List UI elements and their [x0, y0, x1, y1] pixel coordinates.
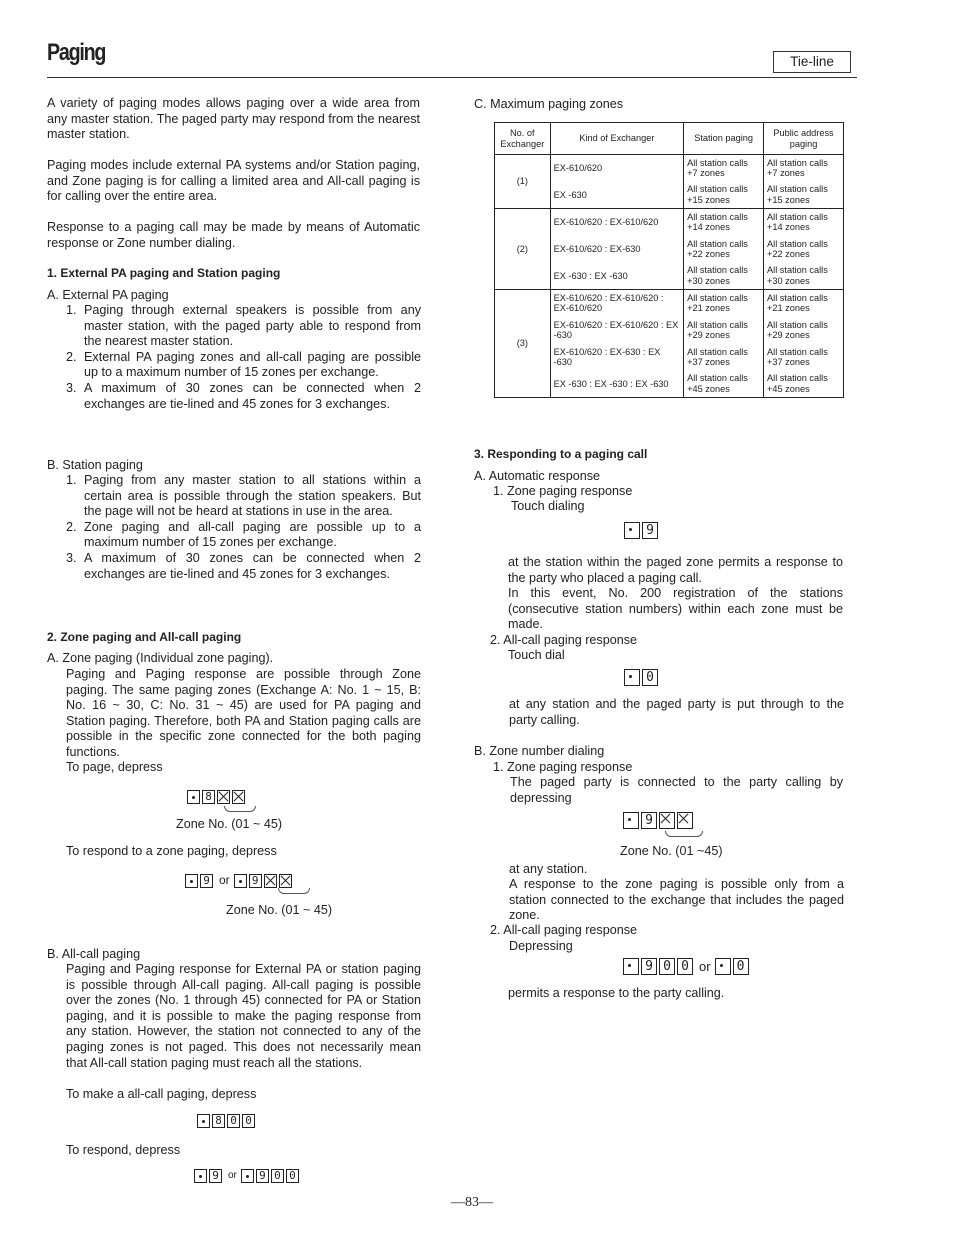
table-header: No. of Exchanger	[495, 123, 551, 155]
section-1a-heading: A. External PA paging	[47, 288, 169, 302]
allcall-respond-keys	[194, 1168, 301, 1184]
table-cell-station: All station calls +45 zones	[684, 371, 764, 398]
table-cell-kind: EX-610/620 : EX-610/620	[550, 209, 684, 236]
dot-key-icon	[715, 958, 731, 975]
key-9-icon: 9	[200, 874, 213, 888]
respond-zone-text: To respond to a zone paging, depress	[66, 844, 277, 858]
table-cell-station: All station calls +15 zones	[684, 182, 764, 209]
section-3a2-heading: 2. All-call paging response	[490, 633, 638, 647]
section-badge: Tie-line	[773, 51, 851, 73]
table-cell-pa: All station calls +14 zones	[764, 209, 844, 236]
dot-key-icon	[197, 1114, 210, 1128]
or-text: or	[228, 1170, 237, 1181]
section-c-heading: C. Maximum paging zones	[474, 97, 624, 111]
table-cell-kind: EX -630 : EX -630	[550, 263, 684, 290]
section-2b-text: Paging and Paging response for External PA or station paging is possible through All-call paging. All-call paging is possible over the zones (No. 1 through 45) connected for PA or Station paging, and it is possible to make the paging response from any station. However, the station not connected to any of the paging zones is not paged. This does not necessarily mean that All-call station paging must reach all the stations.	[66, 962, 421, 1070]
touch-dial-text: Touch dial	[508, 648, 565, 662]
x-key-icon	[217, 790, 230, 804]
header-rule	[47, 77, 857, 78]
table-cell-station: All station calls +30 zones	[684, 263, 764, 290]
dial-zone-keys	[623, 812, 695, 829]
table-cell-pa: All station calls +37 zones	[764, 344, 844, 371]
table-cell-kind: EX-610/620	[550, 155, 684, 182]
table-cell-station: All station calls +29 zones	[684, 317, 764, 344]
table-cell-no: (2)	[495, 209, 551, 290]
zone-respond-keys	[185, 873, 294, 889]
key-9-icon: 9	[642, 522, 658, 539]
section-2b-heading: B. All-call paging	[47, 947, 141, 961]
table-cell-station: All station calls +21 zones	[684, 290, 764, 317]
respond-allcall-text: To respond, depress	[66, 1143, 181, 1157]
dot-key-icon	[241, 1169, 254, 1183]
key-9-icon: 9	[641, 958, 657, 975]
intro-paragraph-3: Response to a paging call may be made by means of Automatic response or Zone number dialing.	[47, 220, 420, 250]
key-9-icon: 9	[249, 874, 262, 888]
table-cell-no: (1)	[495, 155, 551, 209]
table-cell-station: All station calls +14 zones	[684, 209, 764, 236]
section-3b1-text: The paged party is connected to the party calling by depressing	[510, 775, 843, 805]
list-item: 1. Paging through external speakers is possible from any master station, with the paged party able to respond from the nearest master station.	[66, 303, 421, 349]
table-cell-pa: All station calls +7 zones	[764, 155, 844, 182]
table-cell-pa: All station calls +30 zones	[764, 263, 844, 290]
intro-paragraph-2: Paging modes include external PA systems and/or Station paging, and Zone paging is for calling a limited area and All-call paging is for calling over the entire area.	[47, 158, 420, 204]
or-text: or	[699, 958, 711, 974]
dot-key-icon	[623, 812, 639, 829]
zone-brace	[278, 888, 310, 894]
allcall-page-keys	[197, 1114, 257, 1128]
section-3a-heading: A. Automatic response	[474, 469, 601, 483]
table-cell-station: All station calls +7 zones	[684, 155, 764, 182]
dot-key-icon	[624, 669, 640, 686]
dot-key-icon	[194, 1169, 207, 1183]
table-cell-kind: EX-610/620 : EX-610/620 : EX -630	[550, 317, 684, 344]
list-item: 1. Paging from any master station to all stations within a certain area is possible through the station speakers. But the page will not be heard at stations in use in the area.	[66, 473, 421, 519]
key-0-icon: 0	[271, 1169, 284, 1183]
x-key-icon	[659, 812, 675, 829]
dot-key-icon	[623, 958, 639, 975]
table-cell-pa: All station calls +22 zones	[764, 236, 844, 263]
zone-brace	[224, 806, 256, 812]
table-row	[495, 290, 844, 317]
table-header-row	[495, 123, 844, 155]
zone-label: Zone No. (01 ~ 45)	[176, 817, 283, 831]
table-group	[495, 290, 844, 398]
page-title: Paging	[47, 39, 106, 66]
key-8-icon: 8	[212, 1114, 225, 1128]
table-cell-kind: EX -630 : EX -630 : EX -630	[550, 371, 684, 398]
table-row	[495, 155, 844, 182]
dot-key-icon	[234, 874, 247, 888]
section-3b-heading: B. Zone number dialing	[474, 744, 605, 758]
table-cell-pa: All station calls +29 zones	[764, 317, 844, 344]
section-3a1-heading: 1. Zone paging response	[493, 484, 633, 498]
zone-label: Zone No. (01 ~45)	[620, 844, 723, 858]
section-3a1-text-2: In this event, No. 200 registration of the stations (consecutive station numbers) within each zone must be made.	[508, 586, 843, 632]
section-3b1-text-2: A response to the zone paging is possible only from a station connected to the exchange that includes the paged zone.	[509, 877, 844, 923]
section-1a-list	[66, 303, 421, 412]
table-cell-kind: EX-610/620 : EX-630 : EX -630	[550, 344, 684, 371]
table-cell-kind: EX -630	[550, 182, 684, 209]
section-3a1-text-1: at the station within the paged zone permits a response to the party who placed a paging call.	[508, 555, 843, 585]
section-2a-text: Paging and Paging response are possible through Zone paging. The same paging zones (Exchange A: No. 1 ~ 15, B: No. 16 ~ 30, C: No. 31 ~ 45) are used for PA paging and Station paging. Therefore, both PA and Station paging calls are possible in the specific zone connected for the both paging functions.	[66, 667, 421, 759]
zone-page-keys	[187, 790, 247, 804]
or-text: or	[219, 873, 230, 887]
key-0-icon: 0	[733, 958, 749, 975]
table-header: Kind of Exchanger	[550, 123, 684, 155]
table-group	[495, 209, 844, 290]
auto-zone-keys	[624, 522, 660, 539]
table-header: Public address paging	[764, 123, 844, 155]
section-2a-heading: A. Zone paging (Individual zone paging).	[47, 651, 274, 665]
table-cell-pa: All station calls +45 zones	[764, 371, 844, 398]
table-cell-station: All station calls +22 zones	[684, 236, 764, 263]
table-cell-station: All station calls +37 zones	[684, 344, 764, 371]
section-1-heading: 1. External PA paging and Station paging	[47, 266, 281, 280]
intro-paragraph-1: A variety of paging modes allows paging over a wide area from any master station. The paged party may respond from the nearest master station.	[47, 96, 420, 142]
x-key-icon	[232, 790, 245, 804]
key-0-icon: 0	[677, 958, 693, 975]
table-cell-pa: All station calls +15 zones	[764, 182, 844, 209]
dot-key-icon	[187, 790, 200, 804]
table-cell-no: (3)	[495, 290, 551, 398]
key-0-icon: 0	[659, 958, 675, 975]
section-3b2-text: permits a response to the party calling.	[508, 986, 725, 1000]
table-row	[495, 209, 844, 236]
dial-allcall-keys	[623, 958, 751, 975]
zone-brace	[665, 831, 703, 837]
section-3b2-heading: 2. All-call paging response	[490, 923, 638, 937]
depressing-text: Depressing	[509, 939, 573, 953]
list-item: 3. A maximum of 30 zones can be connected when 2 exchanges are tie-lined and 45 zones for 3 exchanges.	[66, 380, 421, 411]
list-item: 2. Zone paging and all-call paging are possible up to a maximum number of 15 zones per exchange.	[66, 519, 421, 550]
section-1b-list	[66, 473, 421, 582]
table-cell-kind: EX-610/620 : EX-610/620 : EX-610/620	[550, 290, 684, 317]
key-0-icon: 0	[286, 1169, 299, 1183]
zone-label: Zone No. (01 ~ 45)	[226, 903, 333, 917]
to-page-text: To page, depress	[66, 760, 163, 774]
table-group	[495, 155, 844, 209]
x-key-icon	[677, 812, 693, 829]
key-0-icon: 0	[642, 669, 658, 686]
list-item: 3. A maximum of 30 zones can be connected when 2 exchanges are tie-lined and 45 zones for 3 exchanges.	[66, 550, 421, 581]
table-cell-kind: EX-610/620 : EX-630	[550, 236, 684, 263]
key-0-icon: 0	[242, 1114, 255, 1128]
dot-key-icon	[624, 522, 640, 539]
section-2-heading: 2. Zone paging and All-call paging	[47, 630, 242, 644]
list-item: 2. External PA paging zones and all-call paging are possible up to a maximum number of 15 zones per exchange.	[66, 349, 421, 380]
touch-dialing-text: Touch dialing	[511, 499, 585, 513]
key-0-icon: 0	[227, 1114, 240, 1128]
exchanger-table	[494, 122, 844, 398]
section-3b1-heading: 1. Zone paging response	[493, 760, 633, 774]
table-cell-pa: All station calls +21 zones	[764, 290, 844, 317]
make-allcall-text: To make a all-call paging, depress	[66, 1087, 257, 1101]
table-header: Station paging	[684, 123, 764, 155]
section-3a2-text: at any station and the paged party is put through to the party calling.	[509, 697, 844, 727]
auto-allcall-keys	[624, 669, 660, 686]
x-key-icon	[264, 874, 277, 888]
section-1b-heading: B. Station paging	[47, 458, 143, 472]
at-any-station-text: at any station.	[509, 862, 588, 876]
key-9-icon: 9	[641, 812, 657, 829]
key-9-icon: 9	[209, 1169, 222, 1183]
dot-key-icon	[185, 874, 198, 888]
page-number: —83—	[451, 1195, 493, 1210]
key-8-icon: 8	[202, 790, 215, 804]
x-key-icon	[279, 874, 292, 888]
key-9-icon: 9	[256, 1169, 269, 1183]
section-3-heading: 3. Responding to a paging call	[474, 447, 648, 461]
